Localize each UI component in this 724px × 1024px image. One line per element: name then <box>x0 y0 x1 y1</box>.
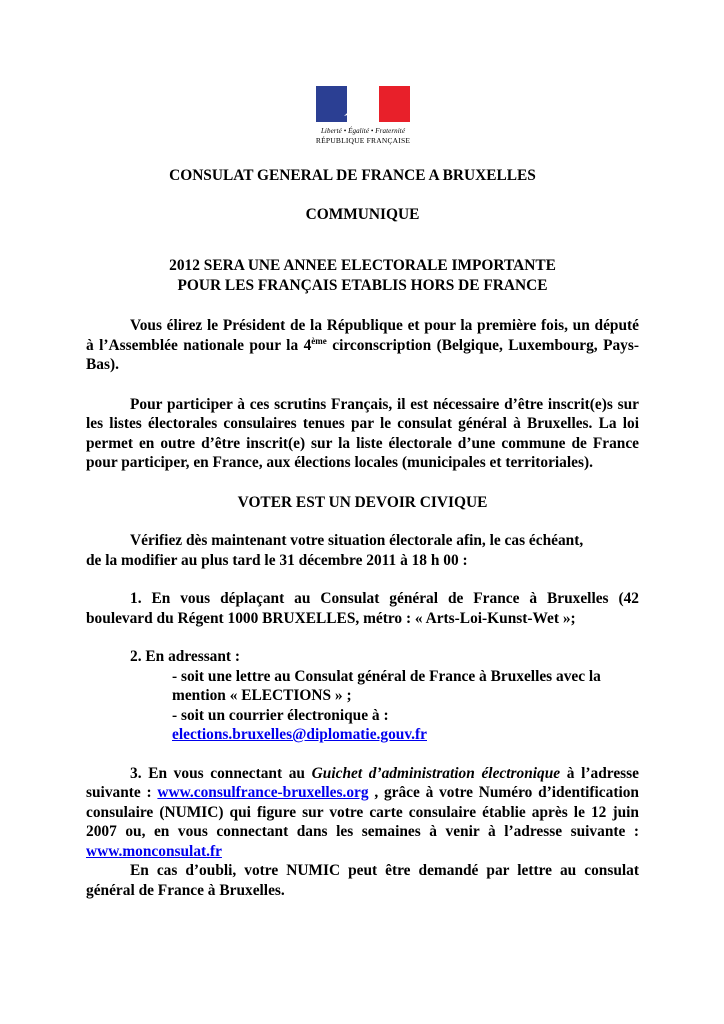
civic-duty-heading: VOTER EST UN DEVOIR CIVIQUE <box>237 493 488 511</box>
monconsulat-link[interactable]: www.monconsulat.fr <box>86 842 222 860</box>
consulfrance-link[interactable]: www.consulfrance-bruxelles.org <box>157 784 369 801</box>
paragraph-elections-superscript: ème <box>311 335 327 346</box>
paragraph-registration: Pour participer à ces scrutins Français, il est nécessaire d’être inscrit(e)s sur les listes électorales consulaires tenues par le consulat général à Bruxelles. La loi permet en outre d’être inscrit(e) sur la liste électorale d’une commune de France pour participer, en France, aux élections locales (municipales et territoriales). <box>86 395 639 471</box>
email-link[interactable]: elections.bruxelles@diplomatie.gouv.fr <box>172 726 427 743</box>
communique-title: COMMUNIQUE <box>305 205 420 223</box>
logo-motto: Liberté • Égalité • Fraternité <box>320 127 406 135</box>
item-2-email-label: - soit un courrier électronique à : <box>172 706 389 724</box>
paragraph-verify-line-1: Vérifiez dès maintenant votre situation électorale afin, le cas échéant, <box>130 532 584 549</box>
logo-republique-francaise: RÉPUBLIQUE FRANÇAISE <box>315 136 411 145</box>
consulat-title: CONSULAT GENERAL DE FRANCE A BRUXELLES <box>169 167 536 184</box>
marianne-logo <box>314 86 412 145</box>
paragraph-verify-line-2: de la modifier au plus tard le 31 décembre 2011 à 18 h 00 : <box>86 551 468 569</box>
paragraph-elections-text-b: circonscription (Belgique, Luxembourg, Pays-Bas). <box>86 336 639 373</box>
item-2-title: 2. En adressant : <box>130 648 241 665</box>
item-3-text-c: , grâce à votre Numéro d’identification consulaire (NUMIC) qui figure sur votre carte consulaire établie après le 12 juin 2007 ou, en vous connectant dans les semaines à venir à l’adresse suivante : <box>86 784 639 840</box>
headline-line-2: POUR LES FRANÇAIS ETABLIS HORS DE FRANCE <box>177 276 548 294</box>
item-2-letter: - soit une lettre au Consulat général de France à Bruxelles avec la mention « ELECTIONS » ; <box>172 667 601 704</box>
item-3-online <box>86 764 639 862</box>
communique-content <box>86 166 639 900</box>
item-1-in-person: 1. En vous déplaçant au Consulat général de France à Bruxelles (42 boulevard du Régent 1000 BRUXELLES, métro : « Arts-Loi-Kunst-Wet »; <box>86 590 639 627</box>
item-3-guichet: Guichet d’administration électronique <box>311 764 561 782</box>
item-3-text-b: à l’adresse suivante : <box>86 764 639 801</box>
item-2-email <box>86 725 639 745</box>
item-3-text-a: 3. En vous connectant au <box>130 764 312 782</box>
paragraph-forgotten-numic: En cas d’oubli, votre NUMIC peut être demandé par lettre au consulat général de France à Bruxelles. <box>86 862 639 899</box>
paragraph-elections-text-a: Vous élirez le Président de la République et pour la première fois, un député à l’Assemblée nationale pour la 4 <box>86 317 639 354</box>
paragraph-elections <box>86 316 639 375</box>
marianne-flag-icon <box>314 86 412 122</box>
headline-line-1: 2012 SERA UNE ANNEE ELECTORALE IMPORTANTE <box>169 257 556 274</box>
